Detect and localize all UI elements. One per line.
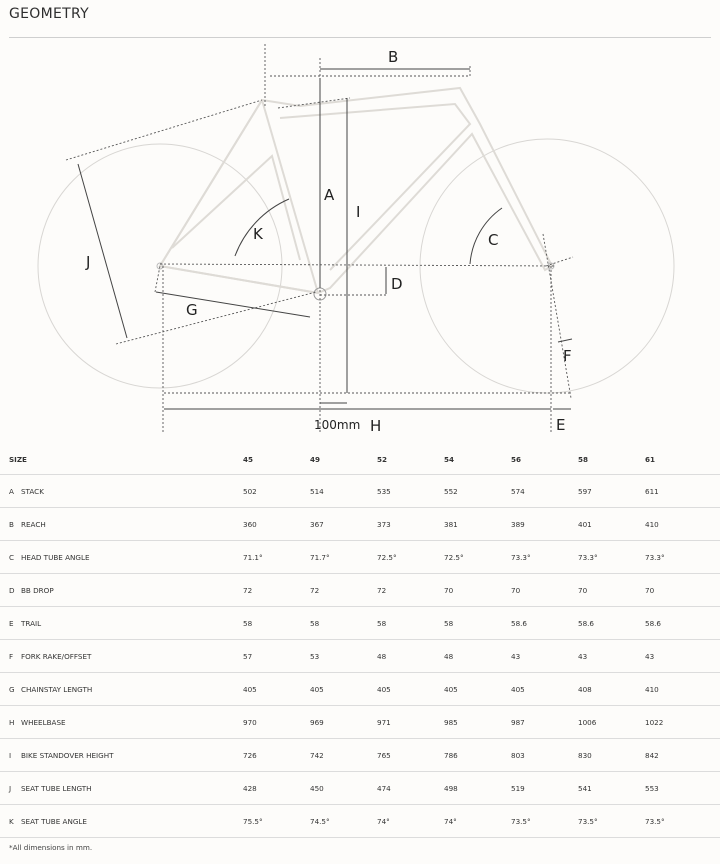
label-f: F [563, 347, 572, 365]
row-letter: G [9, 684, 15, 694]
row-letter: H [9, 717, 15, 727]
table-row [0, 706, 720, 739]
table-cell: 72.5° [377, 541, 444, 574]
table-cell: 553 [645, 772, 720, 805]
table-cell: 405 [511, 673, 578, 706]
table-cell: 726 [243, 739, 310, 772]
table-cell: 611 [645, 475, 720, 508]
table-cell: 786 [444, 739, 511, 772]
label-k: K [253, 225, 263, 243]
table-cell: 971 [377, 706, 444, 739]
table-cell: 373 [377, 508, 444, 541]
row-name: TRAIL [21, 618, 42, 628]
table-cell: 72 [243, 574, 310, 607]
row-label [0, 508, 243, 541]
label-a: A [324, 186, 335, 204]
table-cell: 72 [377, 574, 444, 607]
table-cell: 1006 [578, 706, 645, 739]
size-col-header: 58 [578, 444, 645, 475]
table-cell: 381 [444, 508, 511, 541]
row-label [0, 805, 243, 838]
table-cell: 71.7° [310, 541, 377, 574]
table-cell: 70 [578, 574, 645, 607]
table-cell: 58.6 [578, 607, 645, 640]
table-cell: 597 [578, 475, 645, 508]
row-letter: I [9, 750, 12, 760]
row-letter: F [9, 651, 14, 661]
row-name: FORK RAKE/OFFSET [21, 651, 92, 661]
table-cell: 969 [310, 706, 377, 739]
table-row [0, 475, 720, 508]
table-cell: 535 [377, 475, 444, 508]
label-offset: 100mm [314, 418, 361, 432]
row-letter: D [9, 585, 15, 595]
table-cell: 514 [310, 475, 377, 508]
table-row [0, 772, 720, 805]
row-name: HEAD TUBE ANGLE [21, 552, 90, 562]
table-cell: 58 [444, 607, 511, 640]
table-cell: 408 [578, 673, 645, 706]
label-j: J [86, 253, 91, 271]
row-letter: A [9, 486, 14, 496]
label-b: B [388, 48, 399, 66]
table-cell: 842 [645, 739, 720, 772]
table-cell: 72.5° [444, 541, 511, 574]
table-row [0, 640, 720, 673]
table-cell: 57 [243, 640, 310, 673]
size-col-header: 45 [243, 444, 310, 475]
table-cell: 450 [310, 772, 377, 805]
row-label [0, 739, 243, 772]
size-col-header: 52 [377, 444, 444, 475]
table-cell: 519 [511, 772, 578, 805]
table-cell: 389 [511, 508, 578, 541]
label-h: H [370, 417, 382, 435]
geometry-table [0, 444, 720, 838]
size-col-header: 56 [511, 444, 578, 475]
row-letter: C [9, 552, 15, 562]
table-row [0, 541, 720, 574]
row-label [0, 673, 243, 706]
row-label [0, 772, 243, 805]
row-label [0, 475, 243, 508]
size-col-header: 54 [444, 444, 511, 475]
row-name: CHAINSTAY LENGTH [21, 684, 93, 694]
row-label [0, 574, 243, 607]
table-cell: 75.5° [243, 805, 310, 838]
label-i: I [356, 203, 361, 221]
table-cell: 48 [444, 640, 511, 673]
table-cell: 742 [310, 739, 377, 772]
table-cell: 74° [377, 805, 444, 838]
table-cell: 73.5° [645, 805, 720, 838]
table-row [0, 607, 720, 640]
table-cell: 987 [511, 706, 578, 739]
table-cell: 803 [511, 739, 578, 772]
table-cell: 985 [444, 706, 511, 739]
table-cell: 360 [243, 508, 310, 541]
table-cell: 574 [511, 475, 578, 508]
table-cell: 58.6 [645, 607, 720, 640]
row-name: SEAT TUBE ANGLE [21, 816, 87, 826]
table-cell: 1022 [645, 706, 720, 739]
table-cell: 73.3° [578, 541, 645, 574]
row-letter: J [9, 783, 12, 793]
size-col-header: 61 [645, 444, 720, 475]
bike-frame [160, 88, 552, 293]
table-cell: 830 [578, 739, 645, 772]
table-cell: 71.1° [243, 541, 310, 574]
geometry-diagram [0, 38, 720, 438]
row-letter: B [9, 519, 14, 529]
row-name: STACK [21, 486, 44, 496]
table-cell: 73.5° [511, 805, 578, 838]
table-header-row [0, 444, 720, 475]
row-name: BIKE STANDOVER HEIGHT [21, 750, 114, 760]
table-cell: 765 [377, 739, 444, 772]
table-row [0, 574, 720, 607]
table-cell: 405 [243, 673, 310, 706]
size-col-header: 49 [310, 444, 377, 475]
table-cell: 541 [578, 772, 645, 805]
table-cell: 58.6 [511, 607, 578, 640]
table-cell: 48 [377, 640, 444, 673]
table-cell: 401 [578, 508, 645, 541]
label-d: D [391, 275, 403, 293]
table-row [0, 739, 720, 772]
table-row [0, 805, 720, 838]
table-cell: 428 [243, 772, 310, 805]
table-cell: 72 [310, 574, 377, 607]
row-name: SEAT TUBE LENGTH [21, 783, 92, 793]
row-name: WHEELBASE [21, 717, 66, 727]
table-cell: 367 [310, 508, 377, 541]
table-row [0, 508, 720, 541]
table-cell: 43 [578, 640, 645, 673]
row-name: BB DROP [21, 585, 54, 595]
row-letter: E [9, 618, 14, 628]
footnote: *All dimensions in mm. [9, 843, 93, 852]
table-cell: 74.5° [310, 805, 377, 838]
table-cell: 58 [310, 607, 377, 640]
table-row [0, 673, 720, 706]
table-cell: 73.3° [511, 541, 578, 574]
table-cell: 970 [243, 706, 310, 739]
table-cell: 405 [444, 673, 511, 706]
table-cell: 74° [444, 805, 511, 838]
table-cell: 73.3° [645, 541, 720, 574]
size-header: SIZE [0, 444, 243, 475]
row-label [0, 607, 243, 640]
table-cell: 58 [377, 607, 444, 640]
table-cell: 552 [444, 475, 511, 508]
table-cell: 70 [511, 574, 578, 607]
row-name: REACH [21, 519, 46, 529]
row-letter: K [9, 816, 14, 826]
table-cell: 410 [645, 673, 720, 706]
table-cell: 53 [310, 640, 377, 673]
label-c: C [488, 231, 499, 249]
row-label [0, 541, 243, 574]
label-g: G [186, 301, 198, 319]
table-cell: 405 [310, 673, 377, 706]
table-cell: 410 [645, 508, 720, 541]
table-cell: 474 [377, 772, 444, 805]
table-cell: 70 [645, 574, 720, 607]
table-cell: 498 [444, 772, 511, 805]
table-cell: 43 [511, 640, 578, 673]
table-cell: 502 [243, 475, 310, 508]
table-cell: 43 [645, 640, 720, 673]
label-e: E [556, 416, 566, 434]
table-cell: 58 [243, 607, 310, 640]
page-title: GEOMETRY [9, 6, 89, 22]
row-label [0, 640, 243, 673]
table-cell: 70 [444, 574, 511, 607]
table-cell: 73.5° [578, 805, 645, 838]
row-label [0, 706, 243, 739]
table-cell: 405 [377, 673, 444, 706]
